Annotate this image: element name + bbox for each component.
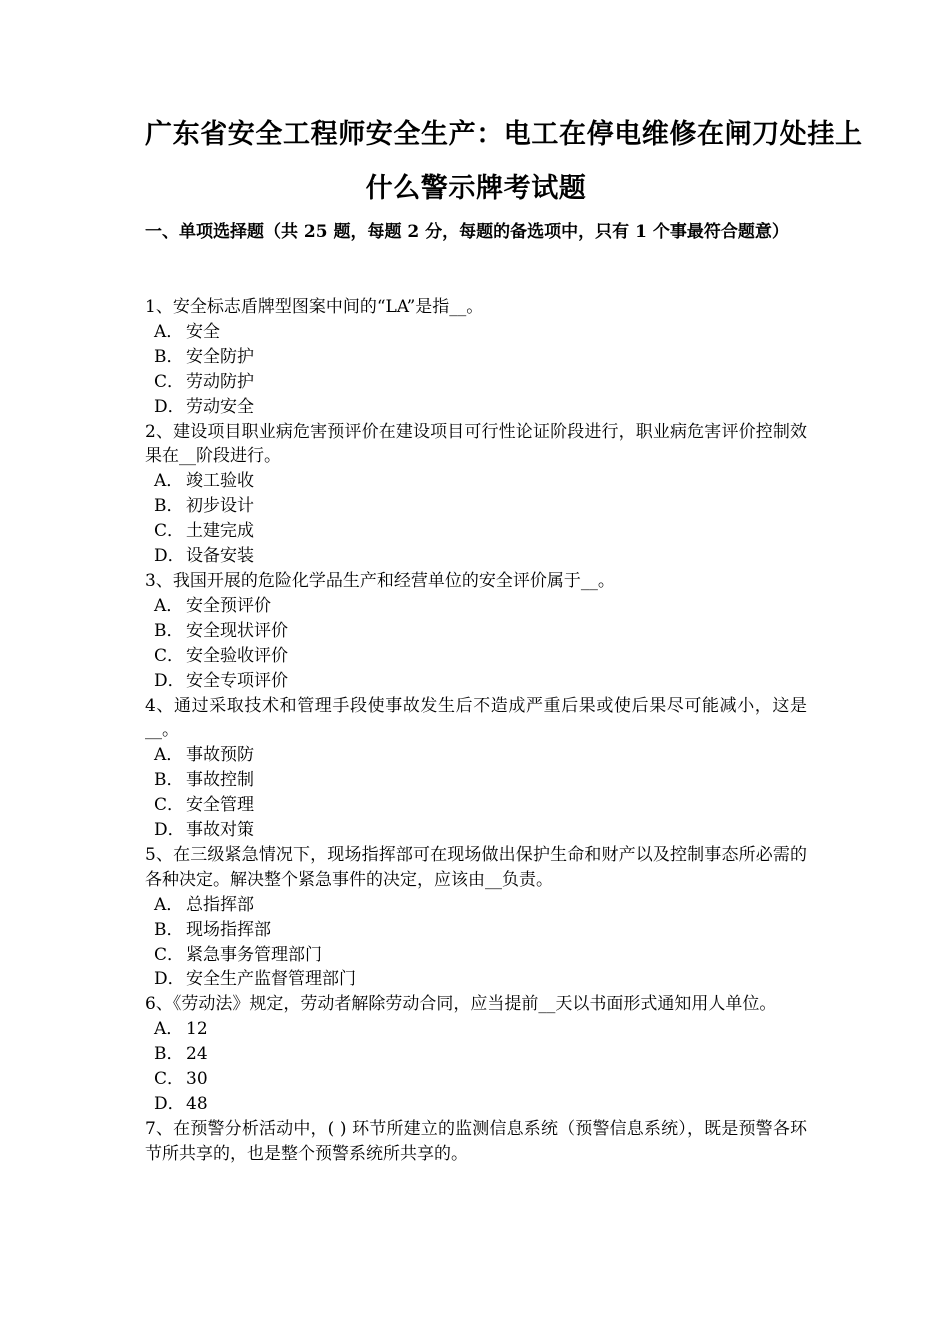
option-text: 设备安装: [186, 546, 254, 567]
option-letter: B．: [154, 346, 184, 367]
answer-option: [145, 967, 807, 992]
option-letter: C．: [154, 371, 185, 392]
option-letter: D．: [154, 670, 185, 691]
question-stem: 4、通过采取技术和管理手段使事故发生后不造成严重后果或使后果尽可能减小，这是__。: [145, 695, 807, 741]
answer-option: [145, 594, 807, 619]
option-text: 紧急事务管理部门: [186, 944, 322, 965]
option-text: 事故控制: [186, 770, 254, 791]
option-letter: C．: [154, 795, 185, 816]
question-stem: 6、《劳动法》规定，劳动者解除劳动合同，应当提前__天以书面形式通知用人单位。: [145, 994, 777, 1015]
option-text: 总指挥部: [186, 894, 254, 915]
option-text: 安全专项评价: [186, 670, 288, 691]
option-text: 安全预评价: [186, 595, 271, 616]
answer-option: [145, 395, 807, 420]
question-stem: 1、安全标志盾牌型图案中间的“LA”是指__。: [145, 297, 484, 317]
document-title-line-1: 广东省安全工程师安全生产：电工在停电维修在闸刀处挂上: [145, 119, 863, 150]
option-letter: B．: [154, 1044, 184, 1065]
option-letter: B．: [154, 919, 184, 940]
option-letter: D．: [154, 1094, 185, 1114]
answer-option: [145, 644, 807, 669]
option-text: 劳动安全: [186, 396, 254, 417]
answer-option: [145, 519, 807, 544]
answer-option: [145, 918, 807, 943]
option-text: 劳动防护: [186, 371, 254, 392]
option-text: 30: [186, 1069, 208, 1090]
option-letter: C．: [154, 521, 185, 542]
answer-option: [145, 544, 807, 569]
section-heading: 一、单项选择题（共 25 题，每题 2 分，每题的备选项中，只有 1 个事最符合题意）: [145, 222, 789, 242]
question-block: [145, 1117, 807, 1167]
option-letter: A．: [154, 471, 184, 492]
question-block: [145, 420, 807, 569]
option-text: 初步设计: [186, 496, 254, 517]
option-text: 事故预防: [186, 745, 254, 766]
question-stem: 2、建设项目职业病危害预评价在建设项目可行性论证阶段进行，职业病危害评价控制效果在__阶段进行。: [145, 421, 807, 467]
answer-option: [145, 943, 807, 968]
option-letter: A．: [154, 894, 184, 915]
answer-option: [145, 1067, 807, 1092]
option-text: 安全验收评价: [186, 645, 288, 666]
option-letter: B．: [154, 770, 184, 791]
question-stem: 7、在预警分析活动中，( ) 环节所建立的监测信息系统（预警信息系统），既是预警各环节所共享的，也是整个预警系统所共享的。: [145, 1118, 807, 1164]
option-text: 事故对策: [186, 820, 254, 841]
option-letter: D．: [154, 969, 185, 990]
option-text: 48: [186, 1094, 208, 1114]
option-text: 12: [186, 1019, 208, 1040]
answer-option: [145, 818, 807, 843]
answer-option: [145, 469, 807, 494]
question-stem: 3、我国开展的危险化学品生产和经营单位的安全评价属于__。: [145, 570, 615, 591]
option-letter: A．: [154, 321, 184, 342]
option-letter: A．: [154, 1019, 184, 1040]
answer-option: [145, 619, 807, 644]
answer-option: [145, 768, 807, 793]
answer-option: [145, 669, 807, 694]
question-list: [145, 295, 807, 1167]
option-letter: C．: [154, 645, 185, 666]
answer-option: [145, 1017, 807, 1042]
option-text: 安全管理: [186, 795, 254, 816]
question-block: [145, 843, 807, 992]
option-text: 安全生产监督管理部门: [186, 969, 356, 990]
option-letter: D．: [154, 546, 185, 567]
answer-option: [145, 1092, 807, 1117]
answer-option: [145, 370, 807, 395]
question-stem: 5、在三级紧急情况下，现场指挥部可在现场做出保护生命和财产以及控制事态所必需的各种决定。解决整个紧急事件的决定，应该由__负责。: [145, 844, 807, 890]
option-letter: C．: [154, 944, 185, 965]
option-letter: C．: [154, 1069, 185, 1090]
answer-option: [145, 1042, 807, 1067]
option-text: 土建完成: [186, 521, 254, 542]
answer-option: [145, 494, 807, 519]
question-block: [145, 295, 807, 420]
answer-option: [145, 345, 807, 370]
option-letter: A．: [154, 745, 184, 766]
answer-option: [145, 743, 807, 768]
answer-option: [145, 320, 807, 345]
option-text: 竣工验收: [186, 471, 254, 492]
document-title-line-2: 什么警示牌考试题: [365, 173, 587, 204]
option-text: 安全现状评价: [186, 620, 288, 641]
option-letter: D．: [154, 396, 185, 417]
option-letter: A．: [154, 595, 184, 616]
answer-option: [145, 893, 807, 918]
option-text: 安全防护: [186, 346, 254, 367]
option-letter: D．: [154, 820, 185, 841]
option-text: 24: [186, 1044, 208, 1065]
question-block: [145, 992, 807, 1117]
answer-option: [145, 793, 807, 818]
option-text: 安全: [186, 321, 220, 342]
question-block: [145, 569, 807, 694]
option-letter: B．: [154, 496, 184, 517]
question-block: [145, 694, 807, 843]
option-text: 现场指挥部: [186, 919, 271, 940]
option-letter: B．: [154, 620, 184, 641]
